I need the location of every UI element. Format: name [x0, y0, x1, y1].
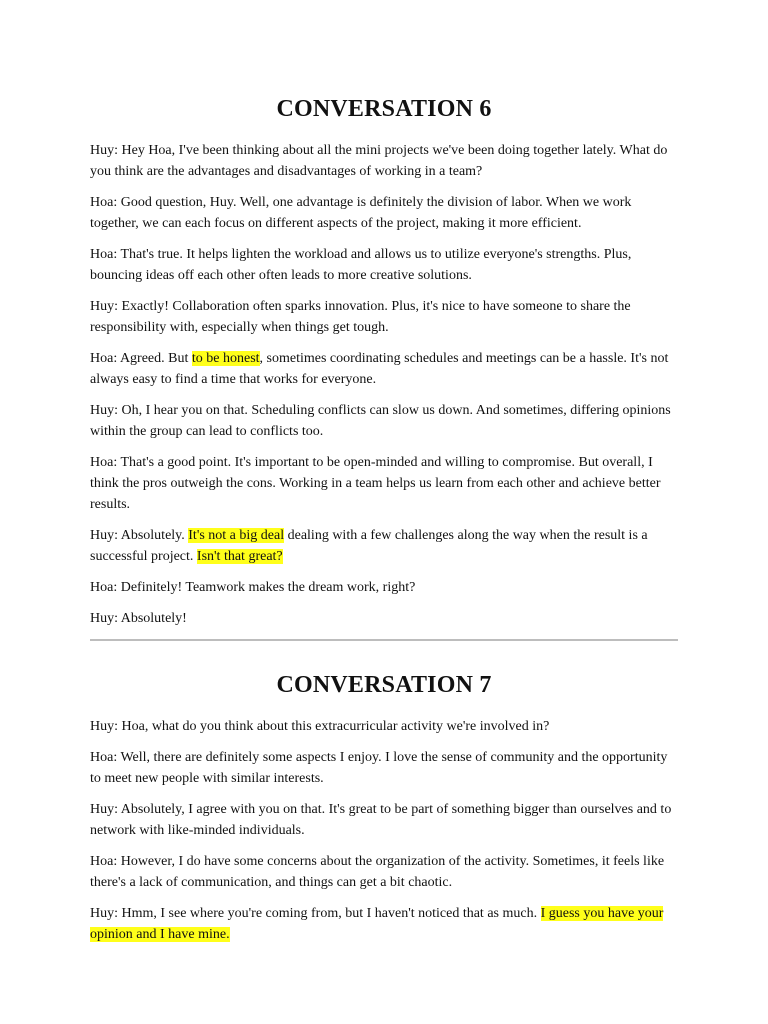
dialogue-line	[90, 400, 678, 442]
dialogue-line	[90, 903, 678, 945]
section-divider	[90, 639, 678, 641]
dialogue-text: Huy: Absolutely.	[90, 528, 189, 543]
highlighted-phrase: It's not a big deal	[188, 528, 285, 543]
dialogue-text: Hoa: Definitely! Teamwork makes the dream work, right?	[90, 580, 416, 595]
dialogue-text: Hoa: Well, there are definitely some aspects I enjoy. I love the sense of community and the opportunity to meet new people with similar interests.	[90, 750, 668, 786]
dialogue-text: Huy: Absolutely, I agree with you on that. It's great to be part of something bigger than ourselves and to network with like-minded individuals.	[90, 802, 672, 838]
highlighted-phrase: Isn't that great?	[196, 549, 283, 564]
dialogue-line	[90, 747, 678, 789]
dialogue-text: dealing with a few challenges along the way when the result is a successful project.	[90, 528, 648, 564]
dialogue-line	[90, 577, 678, 598]
dialogue-text: Hoa: However, I do have some concerns about the organization of the activity. Sometimes, it feels like there's a lack of communication, and things can get a bit chaotic.	[90, 854, 665, 890]
dialogue-line	[90, 525, 678, 567]
dialogue-line	[90, 348, 678, 390]
conversation-6-title: CONVERSATION 6	[276, 96, 492, 122]
dialogue-text: Huy: Oh, I hear you on that. Scheduling conflicts can slow us down. And sometimes, differing opinions within the group can lead to conflicts too.	[90, 403, 671, 439]
dialogue-text: , sometimes coordinating schedules and meetings can be a hassle. It's not always easy to find a time that works for everyone.	[90, 351, 669, 387]
dialogue-line	[90, 140, 678, 182]
dialogue-text: Hoa: Good question, Huy. Well, one advantage is definitely the division of labor. When we work together, we can each focus on different aspects of the project, making it more efficient.	[90, 195, 632, 231]
conversation-7-title: CONVERSATION 7	[276, 672, 492, 698]
dialogue-text: Hoa: That's a good point. It's important to be open-minded and willing to compromise. But overall, I think the pros outweigh the cons. Working in a team helps us learn from each other and achieve better results.	[90, 455, 661, 512]
dialogue-text: Huy: Hoa, what do you think about this extracurricular activity we're involved in?	[90, 719, 550, 734]
dialogue-line	[90, 192, 678, 234]
dialogue-text: Huy: Exactly! Collaboration often sparks innovation. Plus, it's nice to have someone to share the responsibility with, especially when things get tough.	[90, 299, 631, 335]
dialogue-line	[90, 851, 678, 893]
dialogue-line	[90, 296, 678, 338]
dialogue-line	[90, 799, 678, 841]
dialogue-text: Huy: Hmm, I see where you're coming from, but I haven't noticed that as much.	[90, 906, 541, 921]
dialogue-line	[90, 244, 678, 286]
dialogue-text: Huy: Hey Hoa, I've been thinking about all the mini projects we've been doing together lately. What do you think are the advantages and disadvantages of working in a team?	[90, 143, 668, 179]
dialogue-text: Hoa: That's true. It helps lighten the workload and allows us to utilize everyone's strengths. Plus, bouncing ideas off each other often leads to more creative solutions.	[90, 247, 632, 283]
conversation-6-body	[90, 140, 678, 629]
dialogue-text: Hoa: Agreed. But	[90, 351, 192, 366]
dialogue-text: Huy: Absolutely!	[90, 611, 187, 626]
dialogue-line	[90, 716, 678, 737]
dialogue-line	[90, 452, 678, 515]
dialogue-line	[90, 608, 678, 629]
highlighted-phrase: I guess you have your opinion and I have mine.	[90, 906, 664, 942]
highlighted-phrase: to be honest	[191, 351, 260, 366]
conversation-7-body	[90, 716, 678, 945]
